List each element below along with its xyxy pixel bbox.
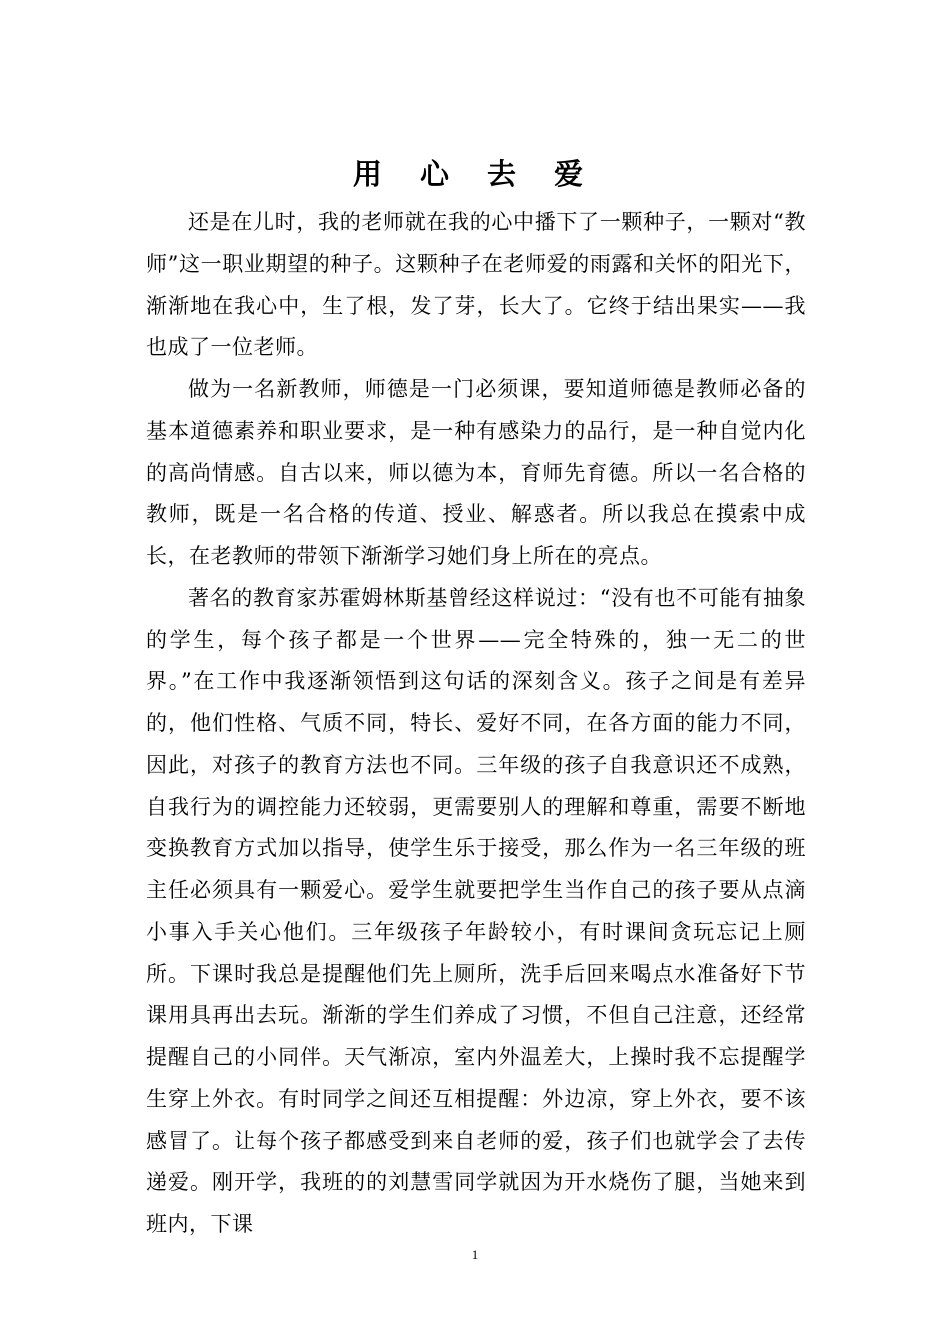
paragraph-3: 著名的教育家苏霍姆林斯基曾经这样说过：“没有也不可能有抽象的学生，每个孩子都是一个世界——完全特殊的，独一无二的世界。”在工作中我逐渐领悟到这句话的深刻含义。孩子之间是有差异的，他们性格、气质不同，特长、爱好不同，在各方面的能力不同，因此，对孩子的教育方法也不同。三年级的孩子自我意识还不成熟，自我行为的调控能力还较弱，更需要别人的理解和尊重，需要不断地变换教育方式加以指导，使学生乐于接受，那么作为一名三年级的班主任必须具有一颗爱心。爱学生就要把学生当作自己的孩子要从点滴小事入手关心他们。三年级孩子年龄较小，有时课间贪玩忘记上厕所。下课时我总是提醒他们先上厕所，洗手后回来喝点水准备好下节课用具再出去玩。渐渐的学生们养成了习惯，不但自己注意，还经常提醒自己的小同伴。天气渐凉，室内外温差大，上操时我不忘提醒学生穿上外衣。有时同学之间还互相提醒：外边凉，穿上外衣，要不该感冒了。让每个孩子都感受到来自老师的爱，孩子们也就学会了去传递爱。刚开学，我班的的刘慧雪同学就因为开水烧伤了腿，当她来到班内，下课 (146, 585, 806, 1236)
page-number: 1 (471, 1247, 479, 1262)
document-title: 用 心 去 爱 (352, 157, 598, 191)
paragraph-1: 还是在儿时，我的老师就在我的心中播下了一颗种子，一颗对“教师”这一职业期望的种子。这颗种子在老师爱的雨露和关怀的阳光下，渐渐地在我心中，生了根，发了芽，长大了。它终于结出果实——我也成了一位老师。 (146, 210, 806, 360)
paragraph-2: 做为一名新教师，师德是一门必须课，要知道师德是教师必备的基本道德素养和职业要求，是一种有感染力的品行，是一种自觉内化的高尚情感。自古以来，师以德为本，育师先育德。所以一名合格的教师，既是一名合格的传道、授业、解惑者。所以我总在摸索中成长，在老教师的带领下渐渐学习她们身上所在的亮点。 (146, 377, 806, 568)
document-body (146, 202, 806, 1246)
